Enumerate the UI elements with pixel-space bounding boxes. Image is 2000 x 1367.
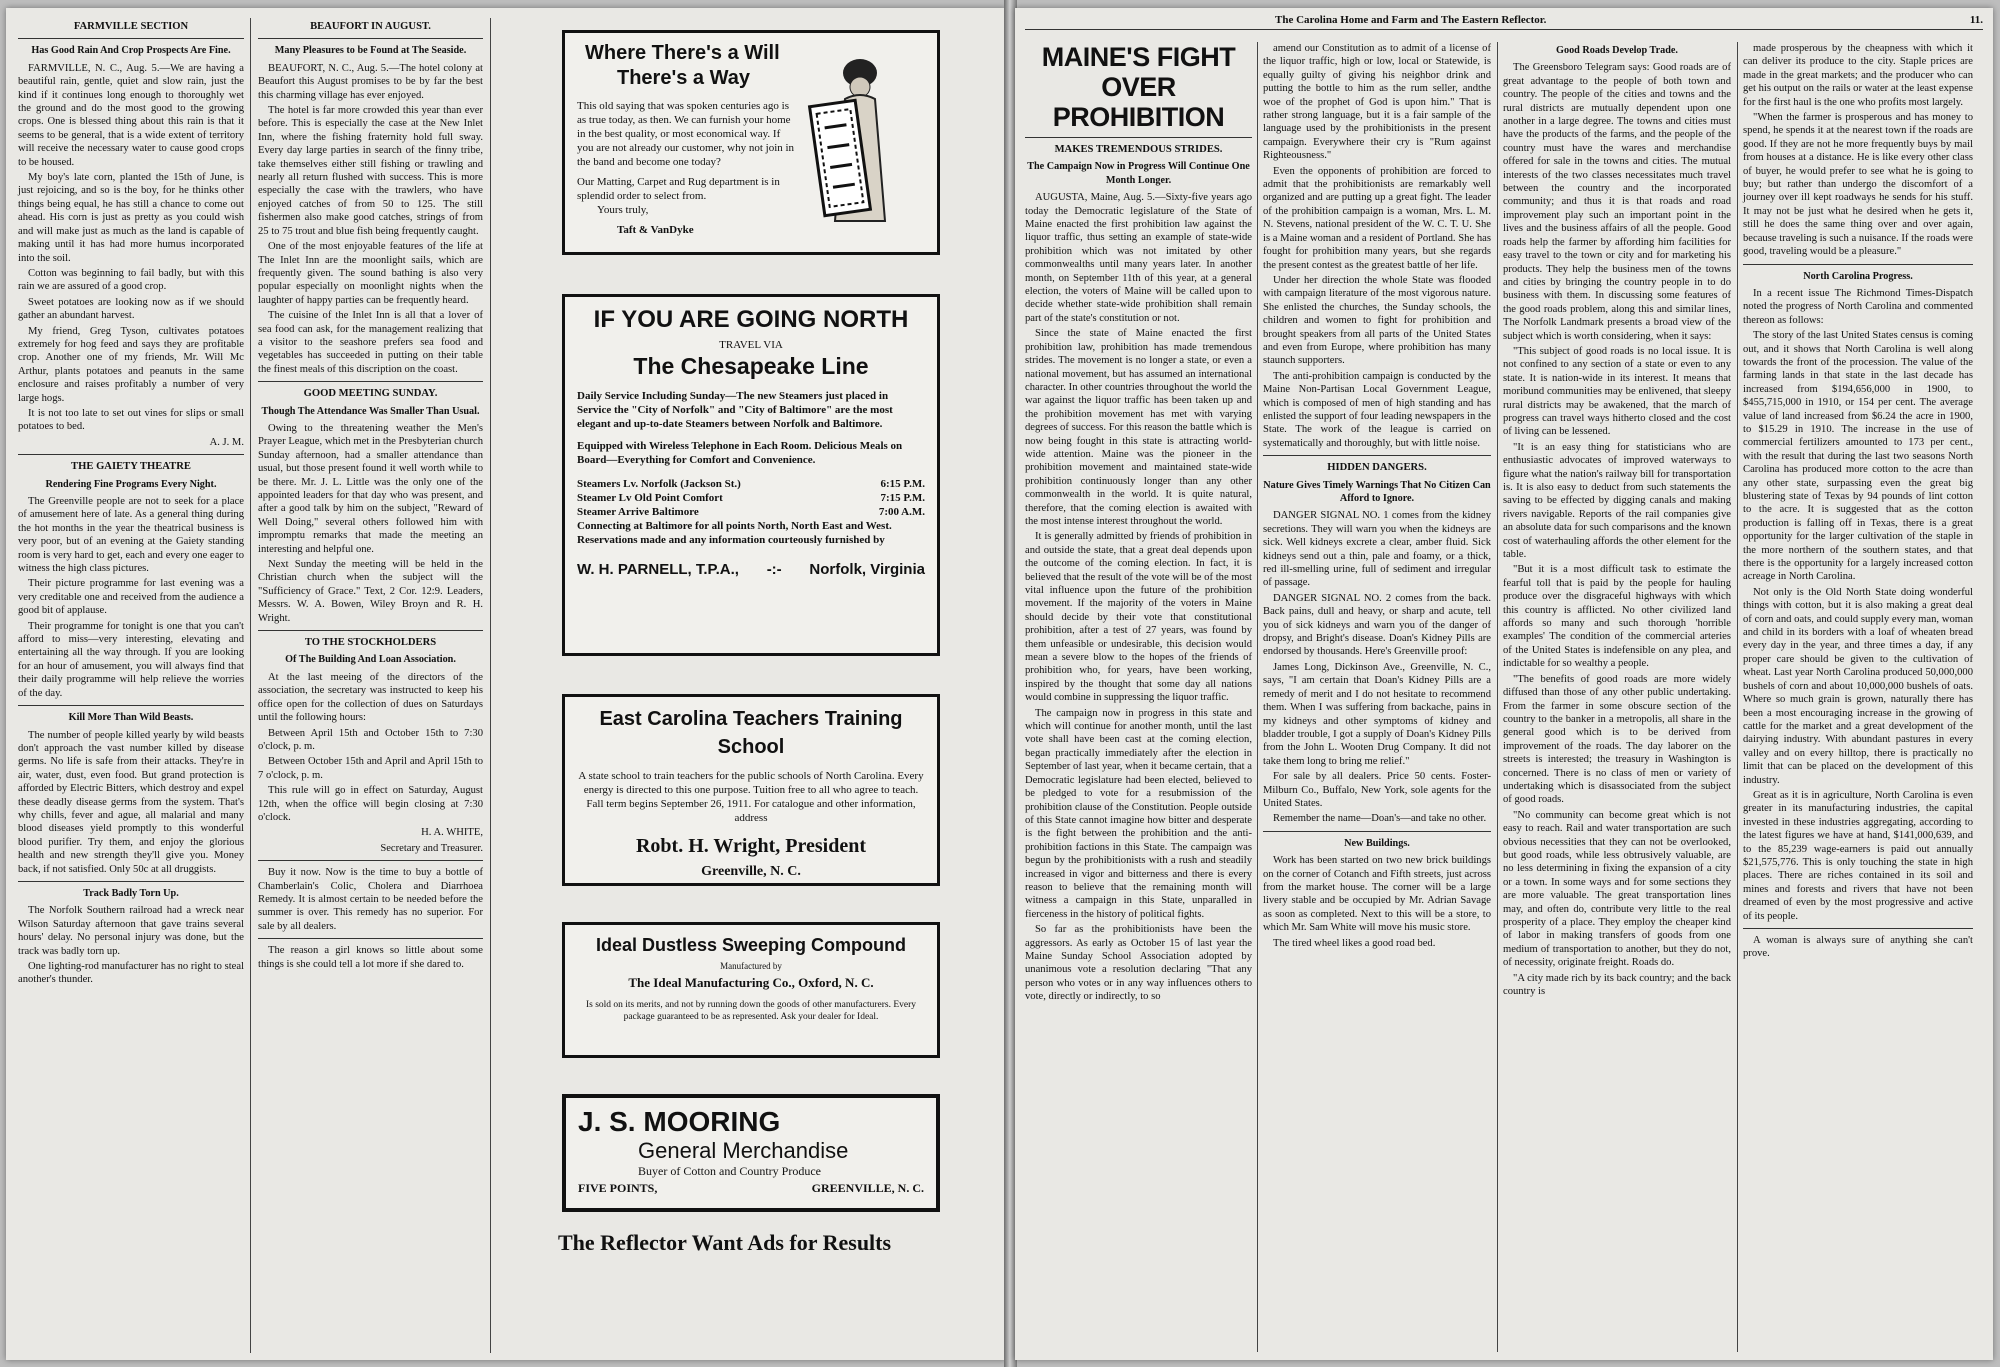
ad-text: Manufactured by: [720, 961, 782, 971]
left-page: [6, 8, 1006, 1360]
paragraph: Great as it is in agriculture, North Carolina is even greater in its manufacturing industries, the capital invested in these industries aggregating, according to the latest figures we have at hand, $141,000,639, and to the 85,239 wage-earners is paid out annually $21,575,776. This is only touching the state in high places. There are riches contained in its soil and mines and forests and rivers that have not been dreamed of even by the most progressive and active of its people.: [1743, 789, 1973, 922]
paragraph: made prosperous by the cheapness with which it can deliver its produce to the city. Staple prices are made in the great markets; and the producer who can get his output on the rails or water at the least expense for the first haul is the one who profits most largely.: [1743, 43, 1973, 108]
right-col-4: [1743, 42, 1973, 963]
story-head: TO THE STOCKHOLDERS: [304, 637, 437, 649]
paragraph: The Greenville people are not to seek for a place of amusement here of late. As a general thing during the hot months in the year the theatrical business is very poor, but of an evening at the Gaiety standing room is very hard to get, each and every one eager to witness the high class pictures.: [18, 496, 244, 575]
paragraph: The hotel is far more crowded this year than ever before. This is especially the case at the New Inlet Inn, where the fishing fraternity hold full sway. Every day large parties in search of the finny tribe, take themselves either still fishing or trawling and nearly all return flushed with success. This is more especially the case with the trawlers, who have enjoyed catches of from 50 to 125. The still fishermen also make good catches, strings of from 25 to 75 trout and blue fish being frequently caught.: [258, 105, 483, 237]
ad-title: Where There's a Will: [585, 42, 780, 64]
ad-text: Is sold on its merits, and not by running down the goods of other manufacturers. Every package guaranteed to be as represented. Ask your dealer for Ideal.: [585, 1000, 917, 1022]
paragraph: The tired wheel likes a good road bed.: [1273, 937, 1436, 949]
right-col-2: [1263, 42, 1491, 952]
paragraph: Not only is the Old North State doing wonderful things with cotton, but it is also making a great deal of corn and oats, and could supply every man, woman and child in its borders with a loaf of wheaten bread every day in the year, and three times a day, if any proper care should be given to the cultivation of wheat. Last year North Carolina produced 50,000,000 bushels of corn and about 10,000,000 bushels of oats. Where so much grain is grown, naturally there has been a most encouraging increase in the growing of cattle for the market and a great development of the dairying industry. With abundant pastures in every valley and on every hilltop, there is practically no limit that can be placed on the development of this industry.: [1743, 586, 1973, 786]
paragraph: "This subject of good roads is no local issue. It is not confined to any section of a state or even to any state. It is nation-wide in its interest. It means that moribund communities may be enlivened, that sleepy rural districts may be awakened, that the march of progress can travel ways hitherto closed and the cost of living can be lessened.: [1503, 345, 1731, 438]
paragraph: Even the opponents of prohibition are forced to admit that the prohibitionists are remarkably well organized and are putting up a great fight. The leader of the prohibition campaign is a woman, Mrs. L. M. N. Stevens, national president of the W. C. T. U. She is a Maine woman and a resident of Portland. She has fought for prohibition many years, but she regards the present contest as the greatest battle of her life.: [1263, 165, 1491, 271]
ad-text: This old saying that was spoken centuries ago is as true today, as then. We can furnish your home in the best quality, or most economical way. If you are not already our customer, why not join in the band and become one today?: [577, 100, 795, 168]
ad-signature: Taft & VanDyke: [617, 224, 694, 236]
paragraph: Between April 15th and October 15th to 7:30 o'clock, p. m.: [258, 727, 483, 752]
page-number: 11.: [1969, 14, 1983, 26]
schedule-row: Steamer Arrive Baltimore 7:00 A.M.: [577, 506, 925, 518]
ad-chesapeake-line: [562, 294, 940, 656]
paragraph: Under her direction the whole State was flooded with campaign literature of the most vigorous nature. She enlisted the churches, the Sunday schools, the children and women to fight for prohibition and brought speakers from all parts of the United States and even from Europe, where prohibition has many staunch supporters.: [1263, 274, 1491, 367]
story-title: Kill More Than Wild Beasts.: [68, 712, 194, 724]
paragraph: The Greensboro Telegram says: Good roads are of great advantage to the people of both town and country. The people of the cities and towns and the rural districts are mutually dependent upon one another in a large degree. The towns and cities must have the products of the farms, and the people of the country must have the wares and merchandise offered for sale in the towns and cities. The mutual interests of the two classes necessitates much travel between the country and the incorporated community; and thus it is that roads and road improvement play such an important point in the lives and the business affairs of all the people. Good roads help the farmer by affording him facilities for easy travel to the town or city and for marketing his products. They help the business men of the towns and cities by bringing the country people in to do business with them. In discussing some features of the good roads problem, along this and similar lines, The Norfolk Landmark presents a broad view of the subject which is worth considering, when it says:: [1503, 62, 1731, 342]
paragraph: DANGER SIGNAL NO. 1 comes from the kidney secretions. They will warn you when the kidneys are sick. Well kidneys excrete a clear, amber fluid. Sick kidneys send out a thin, pale and foamy, or a thick, red ill-smelling urine, full of sediment and irregular of passage.: [1263, 510, 1491, 589]
left-col-1: [18, 18, 244, 989]
ad-text: Equipped with Wireless Telephone in Each Room. Delicious Meals on Board—Everything for Comfort and Convenience.: [577, 440, 903, 466]
signature: H. A. WHITE,: [421, 827, 483, 839]
ad-title: J. S. MOORING: [578, 1106, 781, 1137]
paragraph: This rule will go in effect on Saturday, August 12th, when the office will begin closing at 7:30 o'clock.: [258, 785, 483, 823]
ad-footer: FIVE POINTS, GREENVILLE, N. C.: [578, 1181, 924, 1195]
right-col-3: [1503, 42, 1731, 1000]
paragraph: My boy's late corn, planted the 15th of June, is just rejoicing, and so is the boy, for he thinks other things being equal, he has still a chance to come out ahead. His corn is just as pretty as you could wish and will make just as much as the land is capable of making until it has had more humus incorporated into the soil.: [18, 172, 244, 264]
publication-title: The Carolina Home and Farm and The Eastern Reflector.: [1275, 14, 1547, 26]
paragraph: One of the most enjoyable features of the life at The Inlet Inn are the moonlight sails, which are frequently given. The sound bathing is also very popular especially on moonlight nights when the laughter of happy parties can be frequently heard.: [258, 241, 483, 306]
story-title: Good Roads Develop Trade.: [1556, 45, 1678, 56]
paragraph: Their picture programme for last evening was a very creditable one and received from the audience a good bit of applause.: [18, 578, 244, 617]
ad-city: Greenville, N. C.: [701, 864, 801, 879]
left-col-2: [258, 18, 483, 973]
paragraph: "A city made rich by its back country; and the back country is: [1503, 972, 1731, 998]
right-col-1: [1025, 42, 1252, 1006]
page-header: [1025, 14, 1983, 30]
paragraph: Between October 15th and April and April 15th to 7 o'clock, p. m.: [258, 756, 483, 781]
ad-teachers-school: [562, 694, 940, 886]
schedule-row: Steamers Lv. Norfolk (Jackson St.) 6:15 P.M.: [577, 478, 925, 490]
ad-text: Buyer of Cotton and Country Produce: [638, 1164, 821, 1178]
paragraph: Work has been started on two new brick buildings on the corner of Cotanch and Fifth streets, just across from the market house. The corner will be a large livery stable and be occupied by Mr. Adrian Savage as soon as completed. Next to this will be a store, to which Mr. Sam White will move his music store.: [1263, 855, 1491, 934]
paragraph: The cuisine of the Inlet Inn is all that a lover of sea food can ask, for the management realizing that a visitor to the seashore prefers sea food and vegetables has succeeded in putting on their table the finest meals of this discription on the coast.: [258, 310, 483, 375]
paragraph: James Long, Dickinson Ave., Greenville, N. C., says, "I am certain that Doan's Kidney Pills are a remedy of merit and I do not hesitate to recommend them. When I was suffering from backache, pains in my kidneys and other symptoms of kidney and bladder trouble, I got a supply of Doan's Kidney Pills from the John L. Wooten Drug Company. It did not take them long to bring me relief.": [1263, 661, 1491, 767]
paragraph: Since the state of Maine enacted the first prohibition law, prohibition has made tremendous strides. The movement is no longer a state, or even a national movement, but has assumed an international character. In other countries throughout the world the war against the liquor traffic has been taken up and the prohibition movement has met with varying degrees of success. For this reason the battle which is now being fought in this state is attracting world-wide attention. Maine was the pioneer in the prohibition movement and maintained state-wide prohibition continuously longer than any other commonwealth in the world. It is quite natural, therefore, that the coming election is awaited with the most intense interest throughout the world.: [1025, 328, 1252, 527]
ad-ideal-compound: [562, 922, 940, 1058]
story-title: The Campaign Now in Progress Will Continue One Month Longer.: [1027, 161, 1250, 186]
ad-name: Robt. H. Wright, President: [635, 835, 866, 857]
ad-text: TRAVEL VIA: [719, 339, 783, 351]
ad-taft-vandyke: [562, 30, 940, 255]
paragraph: "But it is a most difficult task to estimate the fearful toll that is paid by the people for hauling produce over the disgraceful highways with which this country is afflicted. No other civilized land affords so many and such thorough 'horrible examples' The condition of the commercial arteries of the United States is indefensible on any plea, and indictable for so wealthy a people.: [1503, 564, 1731, 670]
story-head: HIDDEN DANGERS.: [1327, 462, 1427, 474]
paragraph: Remember the name—Doan's—and take no other.: [1273, 813, 1487, 825]
paragraph: One lighting-rod manufacturer has no right to steal another's thunder.: [18, 961, 244, 986]
story-title: New Buildings.: [1344, 837, 1410, 849]
ad-text: The Ideal Manufacturing Co., Oxford, N. C.: [628, 975, 874, 990]
story-title: Though The Attendance Was Smaller Than Usual.: [261, 405, 480, 417]
paragraph: Owing to the threatening weather the Men's Prayer League, which met in the Presbyterian church Sunday afternoon, had a smaller attendance than usual, but those present found it well worth while to be there. Mr. J. L. Little was the only one of the appointed leaders for that day who was present, and after a good talk by him on the subject, "Reward of Well Doing," several others followed him with impromptu remarks that made the meeting an interesting and helpful one.: [258, 422, 483, 555]
ad-mooring: [562, 1094, 940, 1212]
story-title: Of The Building And Loan Association.: [285, 654, 456, 666]
ad-text: Our Matting, Carpet and Rug department is in splendid order to select from.: [577, 176, 780, 202]
schedule-row: Steamer Lv Old Point Comfort 7:15 P.M.: [577, 492, 925, 504]
beaufort-head: BEAUFORT IN AUGUST.: [310, 21, 431, 32]
paragraph: The campaign now in progress in this state and which will continue for another month, until the last vote shall have been cast at the coming election, began practically immediately after the election in September of last year, when it became certain, that a Democratic legislature had been elected, believed to be pledged to vote for a resubmission of the prohibition clause of the Constitution. People outside of this State cannot imagine how bitter and desperate is the fight between the prohibition and the anti-prohibition factions in this State. The campaign was begun by the prohibitionists with a rush and steadily increased in vigor and bitterness and there is every reason to believe that the remaining month will witness a campaign in this State, unparalled in fierceness in the history of political fights.: [1025, 707, 1252, 920]
paragraph: FARMVILLE, N. C., Aug. 5.—We are having a beautiful rain, gentle, quiet and slow rain, just the kind if it continues long enough to thoroughly wet the ground and do the most good to the growing crops. One is blessed thing about this rain is that it seems to be general, that is a wide extent of territory will receive the necessary water to cause good crops to be housed.: [18, 62, 244, 168]
paragraph: "The benefits of good roads are more widely diffused than those of any other public undertaking. From the farmer in some obscure section of the country to the banker in a metropolis, all share in the general good which is to be derived from improvement of the roads. The day laborer on the streets is interested; the treasury in Washington is concerned. There is no class of men or variety of undertaking which is disassociated from the subject of good roads.: [1503, 673, 1731, 806]
paragraph: Buy it now. Now is the time to buy a bottle of Chamberlain's Colic, Cholera and Diarrhoea Remedy. It is almost certain to be needed before the summer is over. This remedy has no superior. For sale by all dealers.: [258, 867, 483, 932]
paragraph: In a recent issue The Richmond Times-Dispatch noted the progress of North Carolina and commented thereon as follows:: [1743, 287, 1973, 326]
paragraph: Their programme for tonight is one that you can't afford to miss—very interesting, elevating and entertaining all the way through. If you are looking for an hour of amusement, you will always find that their daily programme will help relieve the worries of the day.: [18, 620, 244, 699]
paragraph: "When the farmer is prosperous and has money to spend, he spends it at the nearest town if the roads are good. If they are not he more frequently buys by mail from houses at a distance. He is like every other class of buyer, he would prefer to see what he is going to buy; but rather than undergo the discomfort of a journey over ill kept roadways he sends for his stuff. It may not be just what he desired when he gets it, still he does the same thing over and over again, because traveling is such a nuisance. If the roads were good, traveling would be a pleasure.": [1743, 112, 1973, 258]
masthead: OVER PROHIBITION: [1052, 72, 1225, 132]
paragraph: amend our Constitution as to admit of a license of the liquor traffic, high or low, local or Statewide, is equally guilty of giving his neighbor drink and putting the bottle to him as the rum seller, andthe woe of the prophet of God is upon him." That is rather strong language, but it is a fair sample of the language used by the prohibitionists in the present campaign. Everywhere their cry is "Rum against Righteousness.": [1263, 43, 1491, 162]
ad-text: Connecting at Baltimore for all points North, North East and West. Reservations made and any information courteously furnished by: [577, 520, 892, 546]
ad-text: A state school to train teachers for the public schools of North Carolina. Every energy is directed to this one purpose. Tuition free to all who agree to teach. Fall term begins September 26, 1911. For catalogue and other information, address: [578, 770, 924, 824]
ad-title: IF YOU ARE GOING NORTH: [593, 306, 909, 333]
paragraph: A woman is always sure of anything she can't prove.: [1743, 935, 1973, 960]
story-title: Nature Gives Timely Warnings That No Citizen Can Afford to Ignore.: [1263, 479, 1491, 504]
paragraph: My friend, Greg Tyson, cultivates potatoes extremely for hog feed and says they are profitable crop. Another one of my friends, Mr. Will Mc Arthur, plants potatoes and peanuts in the same enclosure and raises profitably a number of very large hogs.: [18, 325, 244, 404]
paragraph: Next Sunday the meeting will be held in the Christian church when the subject will the "Sufficiency of Grace." Text, 2 Cor. 12:9. Leaders, Messrs. W. A. Bowen, Wiley Broyn and R. H. Wright.: [258, 559, 483, 624]
story-title: Has Good Rain And Crop Prospects Are Fine.: [31, 45, 231, 57]
story-head: GOOD MEETING SUNDAY.: [303, 388, 438, 400]
paragraph: Cotton was beginning to fail badly, but with this rain we are assured of a good crop.: [18, 267, 244, 293]
paragraph: For sale by all dealers. Price 50 cents. Foster-Milburn Co., Buffalo, New York, sole agents for the United States.: [1263, 771, 1491, 809]
story-head: MAKES TREMENDOUS STRIDES.: [1054, 144, 1223, 155]
story-title: Many Pleasures to be Found at The Seaside.: [274, 45, 467, 57]
paragraph: So far as the prohibitionists have been the aggressors. As early as October 15 of last year the Maine Sunday School Association adopted by unanimous vote a resolution declaring "That any person who votes or in any way influences others to vote, directly or indirectly, to so: [1025, 924, 1252, 1003]
right-page: [1015, 8, 1993, 1360]
paragraph: It is not too late to set out vines for slips or small potatoes to bed.: [18, 407, 244, 433]
masthead: MAINE'S FIGHT: [1041, 42, 1236, 72]
ad-text: Daily Service Including Sunday—The new Steamers just placed in Service the "City of Norfolk" and "City of Baltimore" are the most elegant and up-to-date Steamers between Norfolk and Baltimore.: [577, 390, 893, 430]
paragraph: The anti-prohibition campaign is conducted by the Maine Non-Partisan Local Government League, which is composed of men of high standing and has enlisted the support of four leading newspapers in the State. The work of the league is carried on systematically and thoroughly, but with little noise.: [1263, 370, 1491, 449]
ad-title: East Carolina Teachers Training School: [599, 708, 903, 758]
ad-want-ads: The Reflector Want Ads for Results: [558, 1230, 892, 1255]
ad-title: There's a Way: [617, 67, 750, 89]
paragraph: It is generally admitted by friends of prohibition in and outside the state, that a great deal depends upon the outcome of the coming election. In fact, it is believed that the result of the vote will be of the most vital influence upon the future of the prohibition movement. If the majority of the voters in Maine should decide by their vote that constitutional prohibition, after a test of 27 years, was found by them unfeasible or undesirable, this decision would mean a severe blow to the hopes of the friends of prohibition who, for years, have been working, inspired by the thought that some day all nations would combine in suppressing the liquor traffic.: [1025, 531, 1252, 704]
story-head: THE GAIETY THEATRE: [71, 461, 191, 473]
story-title: North Carolina Progress.: [1803, 270, 1913, 282]
rug-figure-illustration: [805, 51, 915, 231]
paragraph: Sweet potatoes are looking now as if we should gather an abundant harvest.: [18, 296, 244, 322]
ad-text: General Merchandise: [638, 1138, 849, 1163]
paragraph: The reason a girl knows so little about some things is she could tell a lot more if she dared to.: [258, 945, 483, 970]
paragraph: AUGUSTA, Maine, Aug. 5.—Sixty-five years ago today the Democratic legislature of the State of Maine enacted the first prohibition law against the liquor traffic, thus setting an example of state-wide prohibition which was not imitated by other commonwealths until many years later. In another month, on September 11th of this year, at a general election, the voters of Maine will be called upon to decide whether state-wide prohibition shall remain part of the state's constitution or not.: [1025, 192, 1252, 324]
ad-footer: W. H. PARNELL, T.P.A., -:- Norfolk, Virginia: [577, 561, 925, 578]
paragraph: "No community can become great which is not easy to reach. Rail and water transportation are such obvious necessities that they can not be overlooked, but good roads, while less obtrusively valuable, are no less determining in fixing the expansion of a city or a town. In some ways and for some sections they are more valuable. The great transportation lines may, and often do, contribute very little to the real prosperity of a place. They employ the cheaper kind of labor in making transfers of goods from one medium of transportation to another, but they do not, of necessity, originate freight. Roads do.: [1503, 809, 1731, 969]
paragraph: "It is an easy thing for statisticians who are enthusiastic advocates of improved waterways to figure what the nation's railway bill for transportation is. It is also easy to deduct from such statements the saving to be effected by digging canals and making rivers navigable. Reports of the rail companies give an absolute data for such comparisons and the known cost of waterhauling affords the other element for the table.: [1503, 441, 1731, 561]
paragraph: At the last meeing of the directors of the association, the secretary was instructed to keep his office open for the collection of dues on Saturdays until the following hours:: [258, 671, 483, 724]
ad-title: Ideal Dustless Sweeping Compound: [595, 935, 907, 955]
paragraph: The Norfolk Southern railroad had a wreck near Wilson Saturday afternoon that gave trains several hours' delay. No personal injury was done, but the track was badly torn up.: [18, 905, 244, 957]
paragraph: BEAUFORT, N. C., Aug. 5.—The hotel colony at Beaufort this August promises to be by far the best this charming village has ever enjoyed.: [258, 62, 483, 101]
paragraph: DANGER SIGNAL NO. 2 comes from the back. Back pains, dull and heavy, or sharp and acute, tell you of sick kidneys and warn you of the danger of dropsy, and Bright's disease. Doan's Kidney Pills are endorsed by thousands. Here's Greenville proof:: [1263, 592, 1491, 658]
ad-text: Yours truly,: [597, 204, 649, 216]
signature: Secretary and Treasurer.: [380, 842, 483, 854]
schedule: [577, 477, 925, 519]
story-title: Track Badly Torn Up.: [83, 887, 179, 899]
signature: A. J. M.: [209, 436, 244, 448]
story-title: Rendering Fine Programs Every Night.: [45, 478, 217, 490]
farmville-section-head: FARMVILLE SECTION: [73, 21, 189, 32]
ad-title: The Chesapeake Line: [633, 353, 869, 379]
paragraph: The story of the last United States census is coming out, and it shows that North Carolina is well along towards the front of the procession. The value of the farming lands in that state in the last decade has increased from $194,656,000 in 1900, to $455,715,000 in 1910, or 154 per cent. The average value of land increased from $6.24 the acre in 1900, to $15.29 in 1910. The increase in the use of commercial fertilizers amounted to 173 per cent., with the result that during the last two seasons North Carolina has produced more cotton to the acre than any other state, surpassing even the great big blustering state of Texas by 94 pounds of lint cotton to the acre. It is suggested that as the cotton production is falling off in Texas, there is a great opportunity for the larger cultivation of the staple in the more northern of the southern states, and that there is the opportunity for a largely increased cotton acreage in North Carolina.: [1743, 330, 1973, 583]
paragraph: The number of people killed yearly by wild beasts don't approach the vast number killed by disease germs. No life is safe from their attacks. They're in air, water, dust, even food. But grand protection is afforded by Electric Bitters, which destroy and expel these deadly disease germs from the system. That's why chills, fever and ague, all malarial and many blood diseases yield promptly to this wonderful blood purifier. Try them, and enjoy the glorious health and new strength they'll give you. Money back, if not satisfied. Only 50c at all druggists.: [18, 729, 244, 875]
